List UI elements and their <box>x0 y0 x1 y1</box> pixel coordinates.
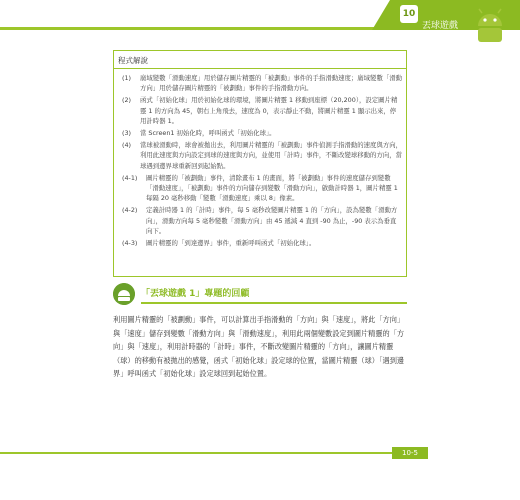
explain-title: 程式解說 <box>118 56 148 65</box>
section-heading <box>113 283 407 305</box>
android-robot-icon <box>470 4 510 44</box>
explain-item <box>122 238 402 248</box>
page-number: 10-5 <box>392 447 428 459</box>
explain-item-number: (2) <box>122 96 132 105</box>
section-underline <box>141 302 407 304</box>
explain-item-text: 圖片精靈的「到達邊界」事件，重新呼叫函式「初始化球」。 <box>146 239 316 248</box>
explain-item <box>122 205 402 236</box>
explain-item-number: (4-1) <box>122 173 138 182</box>
android-head-icon <box>113 283 135 305</box>
explain-item <box>122 173 402 204</box>
explain-item <box>122 95 402 126</box>
program-explanation-box <box>113 50 407 277</box>
explain-item <box>122 128 402 138</box>
page-header <box>0 0 520 34</box>
explain-item <box>122 140 402 171</box>
footer-rule <box>0 452 392 454</box>
explain-item-number: (4) <box>122 141 132 150</box>
explain-item-text: 當 Screen1 初始化時，呼叫函式「初始化球」。 <box>140 129 276 138</box>
explain-item-text: 當球被滑動時，球會被拋出去，利用圖片精靈的「被劃動」事件偵測手指滑動的速度與方向，利用此速度與方向設定到球的速度與方向，並使用「計時」事件，不斷改變球移動的方向，當球遇到邊界球重新回到起始點。 <box>140 141 403 170</box>
explain-item-number: (1) <box>122 74 132 82</box>
section-title: 「丟球遊戲 1」專題的回顧 <box>141 289 250 299</box>
explain-item-text: 函式「初始化球」用於初始化球的環境，將圖片精靈 1 移動到座標（20,200），設定圖片精靈 1 的方向為 45，朝右上角飛去，速度為 0，表示靜止不動，將圖片精靈 1 顯示出來，停用計時器 1。 <box>140 96 398 125</box>
explain-item <box>122 73 402 93</box>
chapter-number: 10 <box>400 5 418 23</box>
explain-item-number: (4-3) <box>122 239 138 248</box>
explain-item-number: (4-2) <box>122 206 138 215</box>
explain-item-text: 廣域變數「滑動速度」用於儲存圖片精靈的「被劃動」事件的手指滑動速度；廣域變數「滑動方向」用於儲存圖片精靈的「被劃動」事件的手指滑動方向。 <box>140 74 403 93</box>
explain-list <box>122 73 402 250</box>
explain-item-number: (3) <box>122 129 132 138</box>
explain-item-text: 定義計時器 1 的「計時」事件，每 5 毫秒改變圖片精靈 1 的「方向」，設為變數「滑動方向」，滑動方向每 5 毫秒變數「滑動方向」由 45 遞減 4 直到 -90 為止，-90 表示為垂直向下。 <box>146 206 398 235</box>
body-paragraph: 利用圖片精靈的「被劃動」事件，可以計算出手指滑動的「方向」與「速度」，將此「方向」與「速度」儲存到變數「滑動方向」與「滑動速度」，利用此兩個變數設定到圖片精靈的「方向」與「速度」，利用計時器的「計時」事件，不斷改變圖片精靈的「方向」，讓圖片精靈（球）的移動有被拋出的感覺，函式「初始化球」設定球的位置，當圖片精靈（球）「遇到邊界」呼叫函式「初始化球」設定球回到起始位置。 <box>113 315 405 379</box>
explain-title-divider <box>114 68 406 69</box>
explain-item-text: 圖片精靈的「被劃動」事件，清除畫布 1 的畫面，將「被劃動」事件的速度儲存到變數「滑動速度」，「被劃動」事件的方向儲存到變數「滑動方向」，啟動計時器 1，圖片精靈 1 每隔 20 毫秒移動「變數「滑動速度」乘以 8」像素。 <box>146 173 398 203</box>
chapter-title: 丟球遊戲 <box>422 21 459 31</box>
header-rule <box>0 27 390 30</box>
header-diagonal <box>372 0 390 30</box>
